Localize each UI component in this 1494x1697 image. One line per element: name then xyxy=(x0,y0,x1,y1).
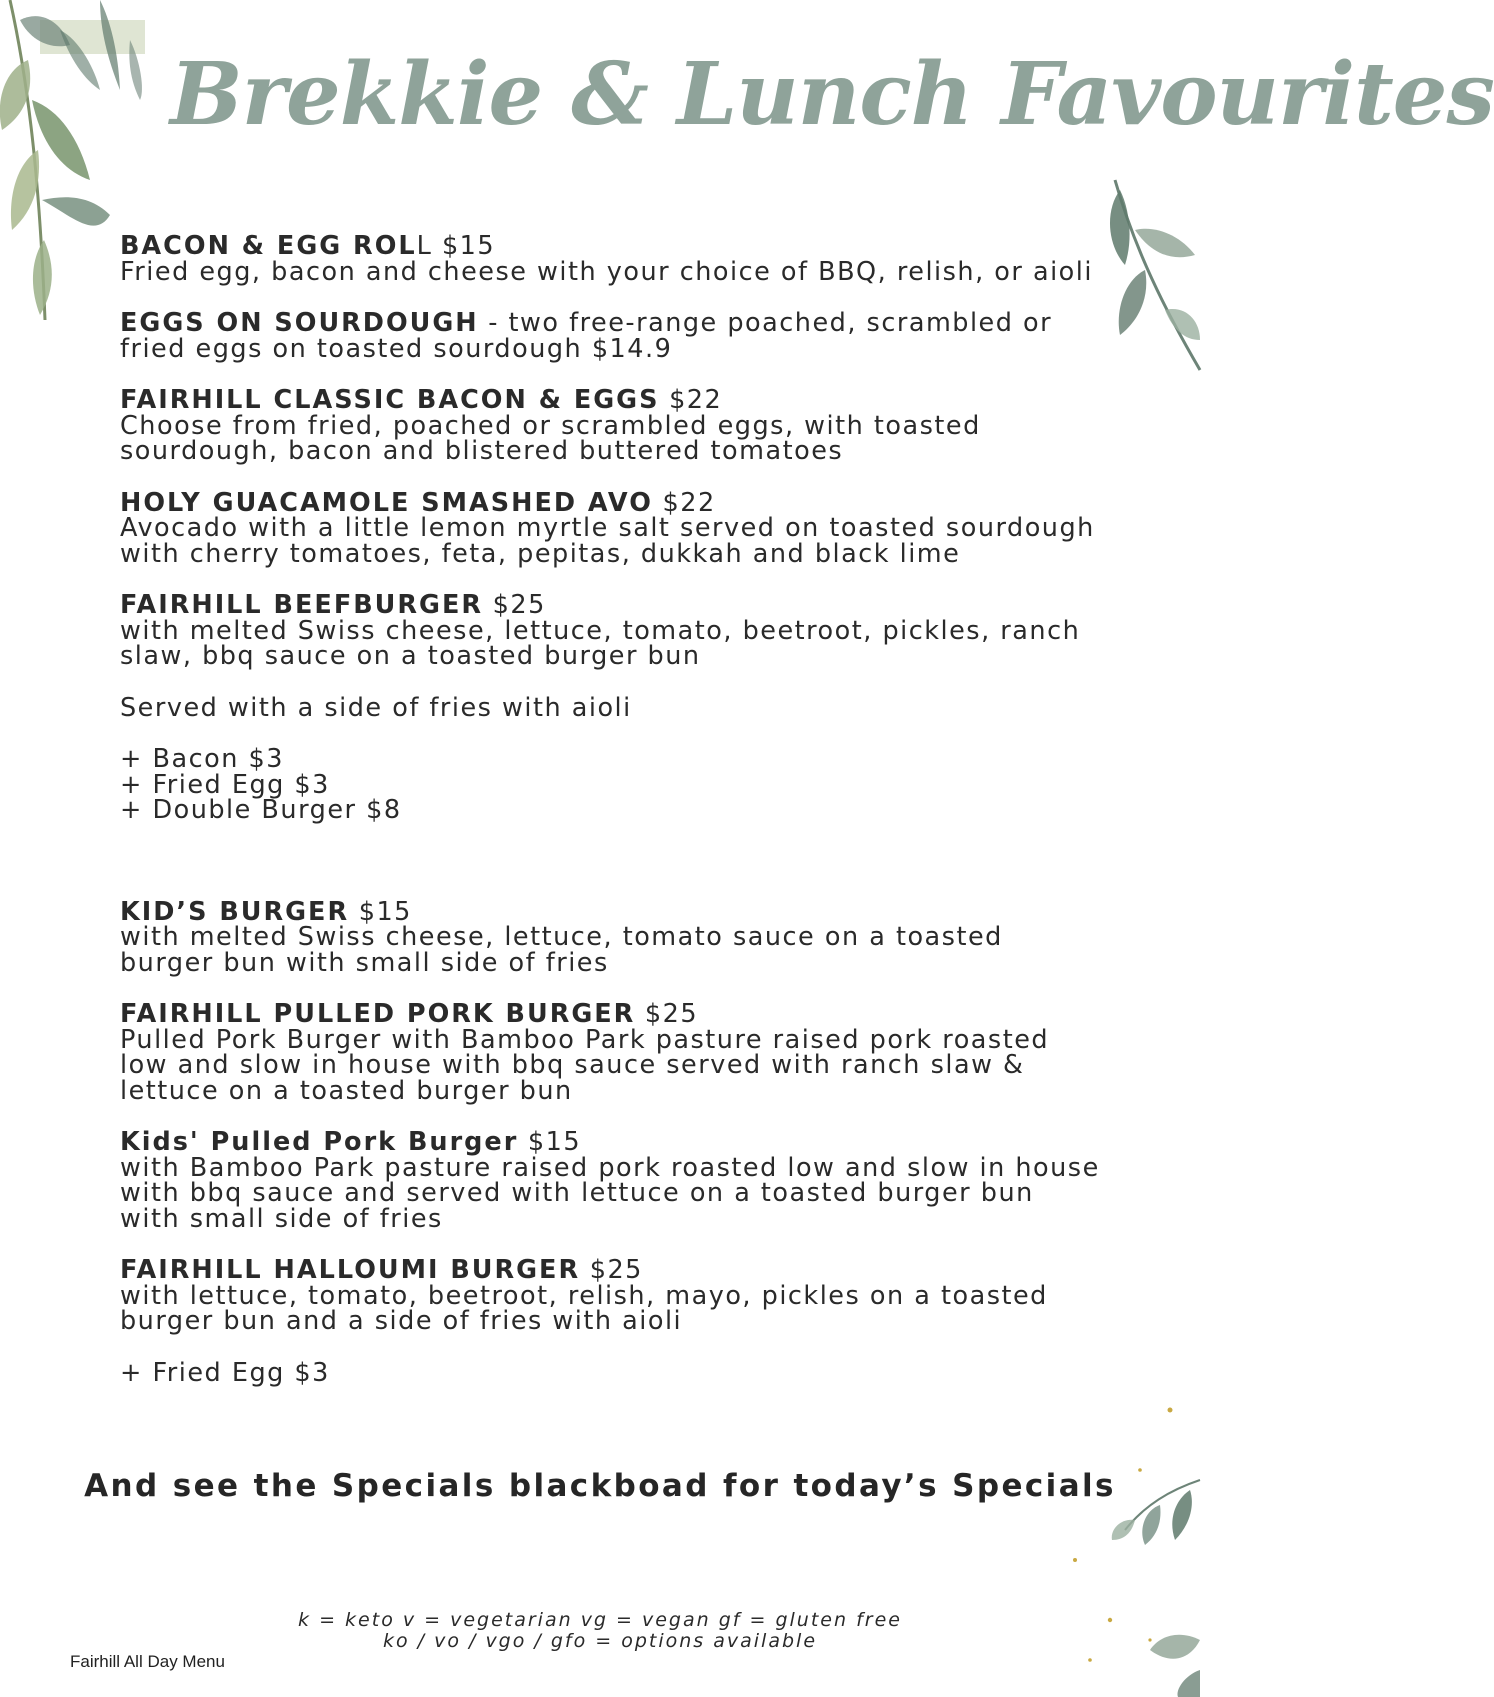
menu-item xyxy=(120,1255,1100,1336)
addon-item: + Double Burger $8 xyxy=(120,795,402,825)
leaf-branch-top-right-illustration xyxy=(1095,170,1200,380)
item-description: Pulled Pork Burger with Bamboo Park pasture raised pork roasted low and slow in house with bbq sauce served with ranch slaw & lettuce on a toasted burger bun xyxy=(120,1024,1050,1106)
menu-item xyxy=(120,896,1100,978)
item-description: with melted Swiss cheese, lettuce, tomato, beetroot, pickles, ranch slaw, bbq sauce on a toasted burger bun xyxy=(120,615,1081,671)
page-title: Brekkie & Lunch Favourites xyxy=(170,44,1494,145)
menu-item xyxy=(120,999,1100,1106)
item-name: Kids' Pulled Pork Burger xyxy=(120,1127,519,1157)
burger-note: Served with a side of fries with aioli xyxy=(120,692,632,723)
item-description: Choose from fried, poached or scrambled eggs, with toasted sourdough, bacon and blistered buttered tomatoes xyxy=(120,410,981,466)
menu-item xyxy=(120,1127,1100,1234)
item-description: with Bamboo Park pasture raised pork roasted low and slow in house with bbq sauce and served with lettuce on a toasted burger bun with small side of fries xyxy=(120,1152,1100,1234)
legend-line: ko / vo / vgo / gfo = options available xyxy=(382,1630,818,1652)
item-name: HOLY GUACAMOLE SMASHED AVO xyxy=(120,487,653,518)
item-description: Fried egg, bacon and cheese with your choice of BBQ, relish, or aioli xyxy=(120,256,1093,287)
item-price: - two free-range poached, scrambled or fried eggs on toasted sourdough $14.9 xyxy=(120,308,1053,364)
section-spacer xyxy=(120,850,1100,900)
item-price: $22 xyxy=(652,487,716,518)
item-price: $25 xyxy=(635,999,699,1029)
item-name: FAIRHILL BEEFBURGER xyxy=(120,590,484,620)
menu-item xyxy=(120,308,1100,364)
menu-content xyxy=(120,231,1100,1412)
addon-item: + Bacon $3 xyxy=(120,744,284,774)
specials-note: And see the Specials blackboad for today’s Specials xyxy=(84,1468,1116,1504)
item-name: KID’S BURGER xyxy=(120,896,350,927)
dietary-legend xyxy=(0,1610,1200,1652)
item-price: $15 xyxy=(349,896,412,927)
item-description: Avocado with a little lemon myrtle salt served on toasted sourdough with cherry tomatoes, feta, pepitas, dukkah and black lime xyxy=(120,513,1095,569)
item-price: $25 xyxy=(483,590,546,620)
item-price: $22 xyxy=(659,385,723,415)
footer-label: Fairhill All Day Menu xyxy=(70,1652,225,1671)
item-price: $25 xyxy=(580,1255,643,1285)
item-name: FAIRHILL PULLED PORK BURGER xyxy=(120,999,636,1029)
item-price: $15 xyxy=(518,1127,582,1157)
item-price: L $15 xyxy=(416,231,496,261)
menu-item xyxy=(120,590,1100,671)
item-name: BACON & EGG ROL xyxy=(120,231,417,261)
item-name: FAIRHILL HALLOUMI BURGER xyxy=(120,1255,581,1285)
item-name: FAIRHILL CLASSIC BACON & EGGS xyxy=(120,385,660,415)
menu-item xyxy=(120,385,1100,466)
item-description: with lettuce, tomato, beetroot, relish, mayo, pickles on a toasted burger bun and a side of fries with aioli xyxy=(120,1280,1048,1336)
halloumi-addon: + Fried Egg $3 xyxy=(120,1357,330,1388)
menu-item xyxy=(120,487,1100,569)
menu-item xyxy=(120,231,1100,287)
addon-item: + Fried Egg $3 xyxy=(120,769,330,800)
item-description: with melted Swiss cheese, lettuce, tomato sauce on a toasted burger bun with small side of fries xyxy=(120,922,1003,978)
item-name: EGGS ON SOURDOUGH xyxy=(120,308,479,338)
burger-addons xyxy=(120,744,1100,825)
legend-line: k = keto v = vegetarian vg = vegan gf = gluten free xyxy=(298,1609,902,1631)
